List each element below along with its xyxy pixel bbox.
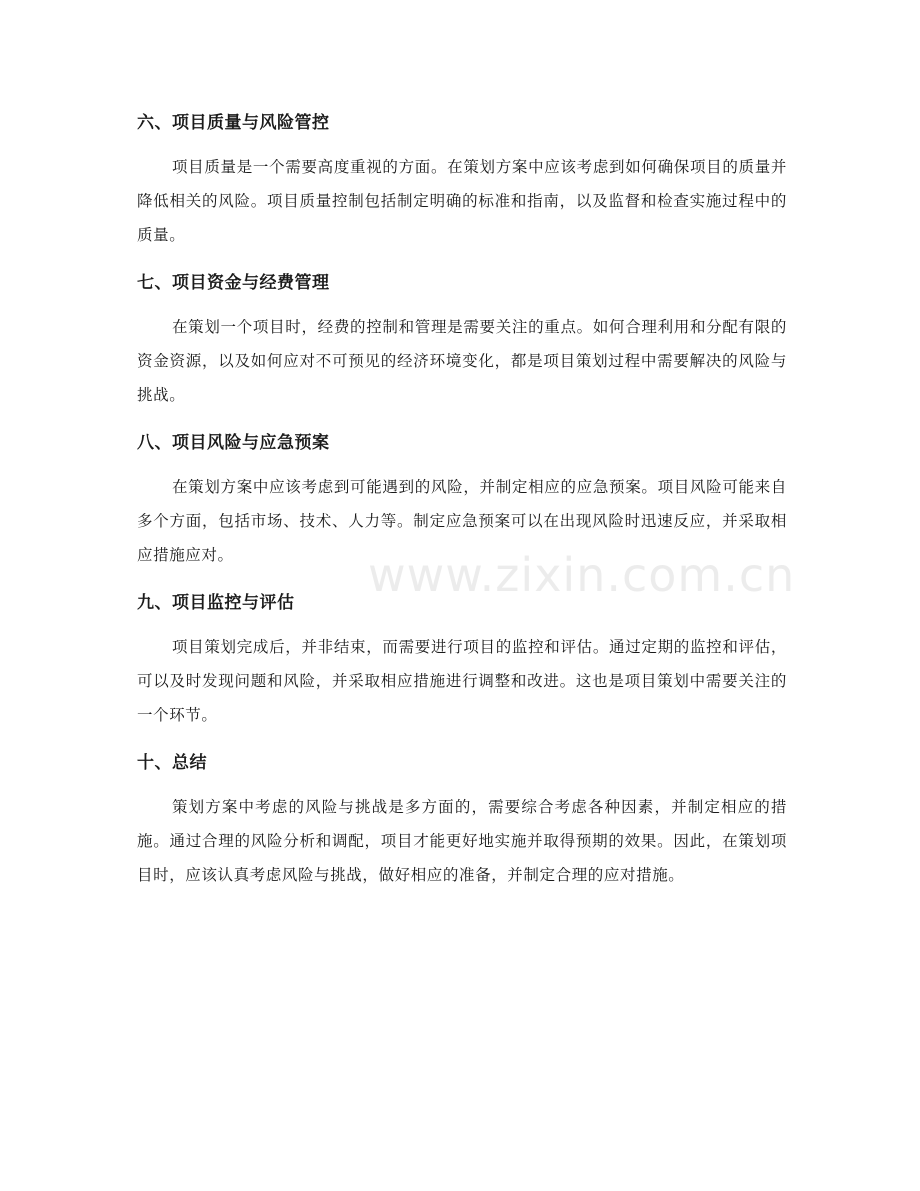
section-paragraph: 在策划一个项目时，经费的控制和管理是需要关注的重点。如何合理利用和分配有限的资金资源，以及如何应对不可预见的经济环境变化，都是项目策划过程中需要解决的风险与挑战。 <box>137 318 787 404</box>
section-heading: 六、项目质量与风险管控 <box>137 113 330 133</box>
section-quality-risk <box>137 108 787 252</box>
section-contingency <box>137 428 787 572</box>
section-heading: 七、项目资金与经费管理 <box>137 273 330 293</box>
section-paragraph: 策划方案中考虑的风险与挑战是多方面的，需要综合考虑各种因素，并制定相应的措施。通过合理的风险分析和调配，项目才能更好地实施并取得预期的效果。因此，在策划项目时，应该认真考虑风险与挑战，做好相应的准备，并制定合理的应对措施。 <box>137 798 787 884</box>
section-monitoring <box>137 588 787 732</box>
section-paragraph: 在策划方案中应该考虑到可能遇到的风险，并制定相应的应急预案。项目风险可能来自多个方面，包括市场、技术、人力等。制定应急预案可以在出现风险时迅速反应，并采取相应措施应对。 <box>137 478 787 564</box>
section-paragraph: 项目质量是一个需要高度重视的方面。在策划方案中应该考虑到如何确保项目的质量并降低相关的风险。项目质量控制包括制定明确的标准和指南，以及监督和检查实施过程中的质量。 <box>137 158 787 244</box>
section-funding <box>137 268 787 412</box>
section-heading: 九、项目监控与评估 <box>137 593 295 613</box>
section-heading: 八、项目风险与应急预案 <box>137 433 330 453</box>
section-summary <box>137 748 787 892</box>
section-paragraph: 项目策划完成后，并非结束，而需要进行项目的监控和评估。通过定期的监控和评估，可以及时发现问题和风险，并采取相应措施进行调整和改进。这也是项目策划中需要关注的一个环节。 <box>137 638 787 724</box>
section-heading: 十、总结 <box>137 753 207 773</box>
watermark: www.zixin.com.cn <box>368 548 796 602</box>
document-body <box>137 108 787 908</box>
